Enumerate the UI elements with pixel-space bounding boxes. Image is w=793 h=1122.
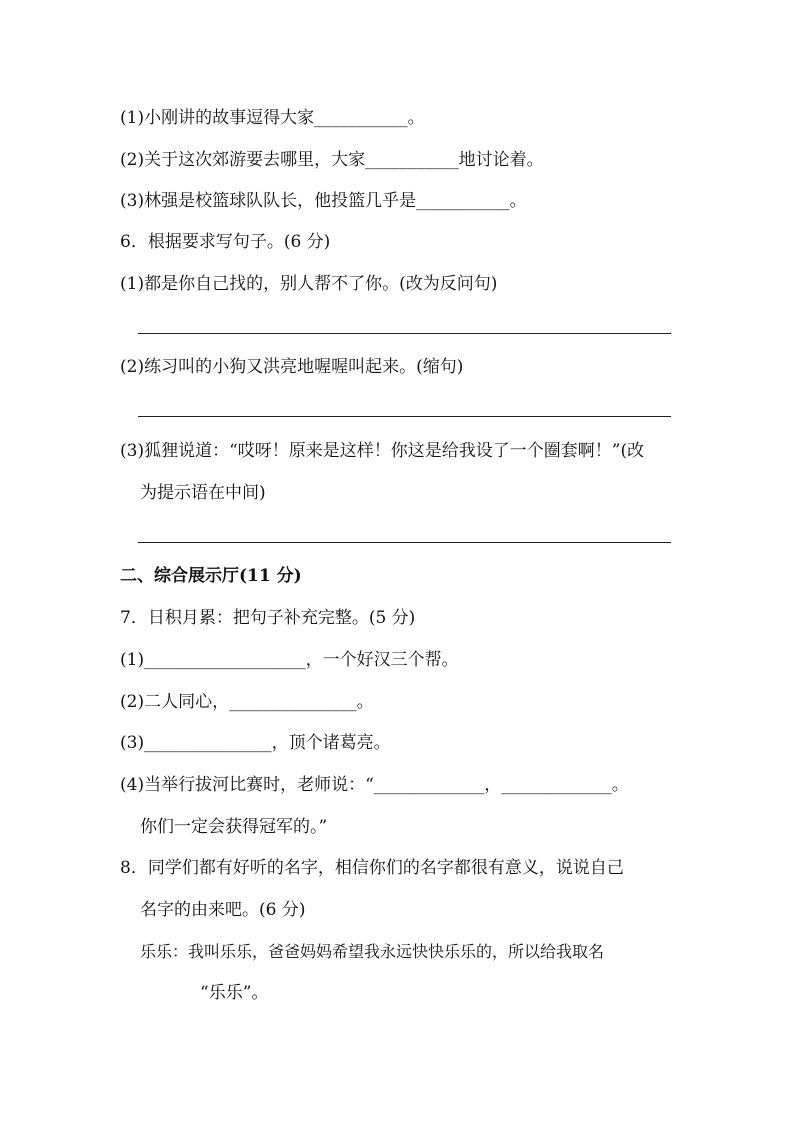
section-2-heading: 二、综合展示厅(11 分) bbox=[120, 566, 302, 586]
q6-item-1: (1)都是你自己找的，别人帮不了你。(改为反问句) bbox=[120, 274, 498, 294]
q7-item-1: (1)___________________，一个好汉三个帮。 bbox=[120, 650, 459, 670]
q5-item-3: (3)林强是校篮球队队长，他投篮几乎是___________。 bbox=[120, 191, 527, 211]
q7-item-4-line-2: 你们一定会获得冠军的。” bbox=[140, 817, 328, 837]
q7-item-4-line-1: (4)当举行拔河比赛时，老师说：“_____________，_____________。 bbox=[120, 775, 629, 795]
q5-item-2: (2)关于这次郊游要去哪里，大家___________地讨论着。 bbox=[120, 150, 544, 170]
q6-answer-line-1[interactable] bbox=[138, 333, 671, 334]
q7-item-2: (2)二人同心，_______________。 bbox=[120, 692, 374, 712]
q6-answer-line-3[interactable] bbox=[138, 542, 671, 543]
q8-example-line-2: “乐乐”。 bbox=[200, 983, 269, 1003]
q6-item-3-line-1: (3)狐狸说道：“哎呀！原来是这样！你这是给我设了一个圈套啊！”(改 bbox=[120, 441, 645, 461]
q8-heading-line-1: 8．同学们都有好听的名字，相信你们的名字都很有意义，说说自己 bbox=[120, 858, 624, 878]
q7-item-3: (3)_______________，顶个诸葛亮。 bbox=[120, 733, 391, 753]
q8-example-line-1: 乐乐：我叫乐乐，爸爸妈妈希望我永远快快乐乐的，所以给我取名 bbox=[140, 942, 605, 961]
q8-heading-line-2: 名字的由来吧。(6 分) bbox=[140, 900, 306, 920]
q7-heading: 7．日积月累：把句子补充完整。(5 分) bbox=[120, 608, 416, 628]
q6-item-2: (2)练习叫的小狗又洪亮地喔喔叫起来。(缩句) bbox=[120, 357, 464, 377]
q6-answer-line-2[interactable] bbox=[138, 416, 671, 417]
q5-item-1: (1)小刚讲的故事逗得大家___________。 bbox=[120, 108, 425, 128]
q6-item-3-line-2: 为提示语在中间) bbox=[140, 483, 266, 503]
q6-heading: 6．根据要求写句子。(6 分) bbox=[120, 232, 331, 252]
